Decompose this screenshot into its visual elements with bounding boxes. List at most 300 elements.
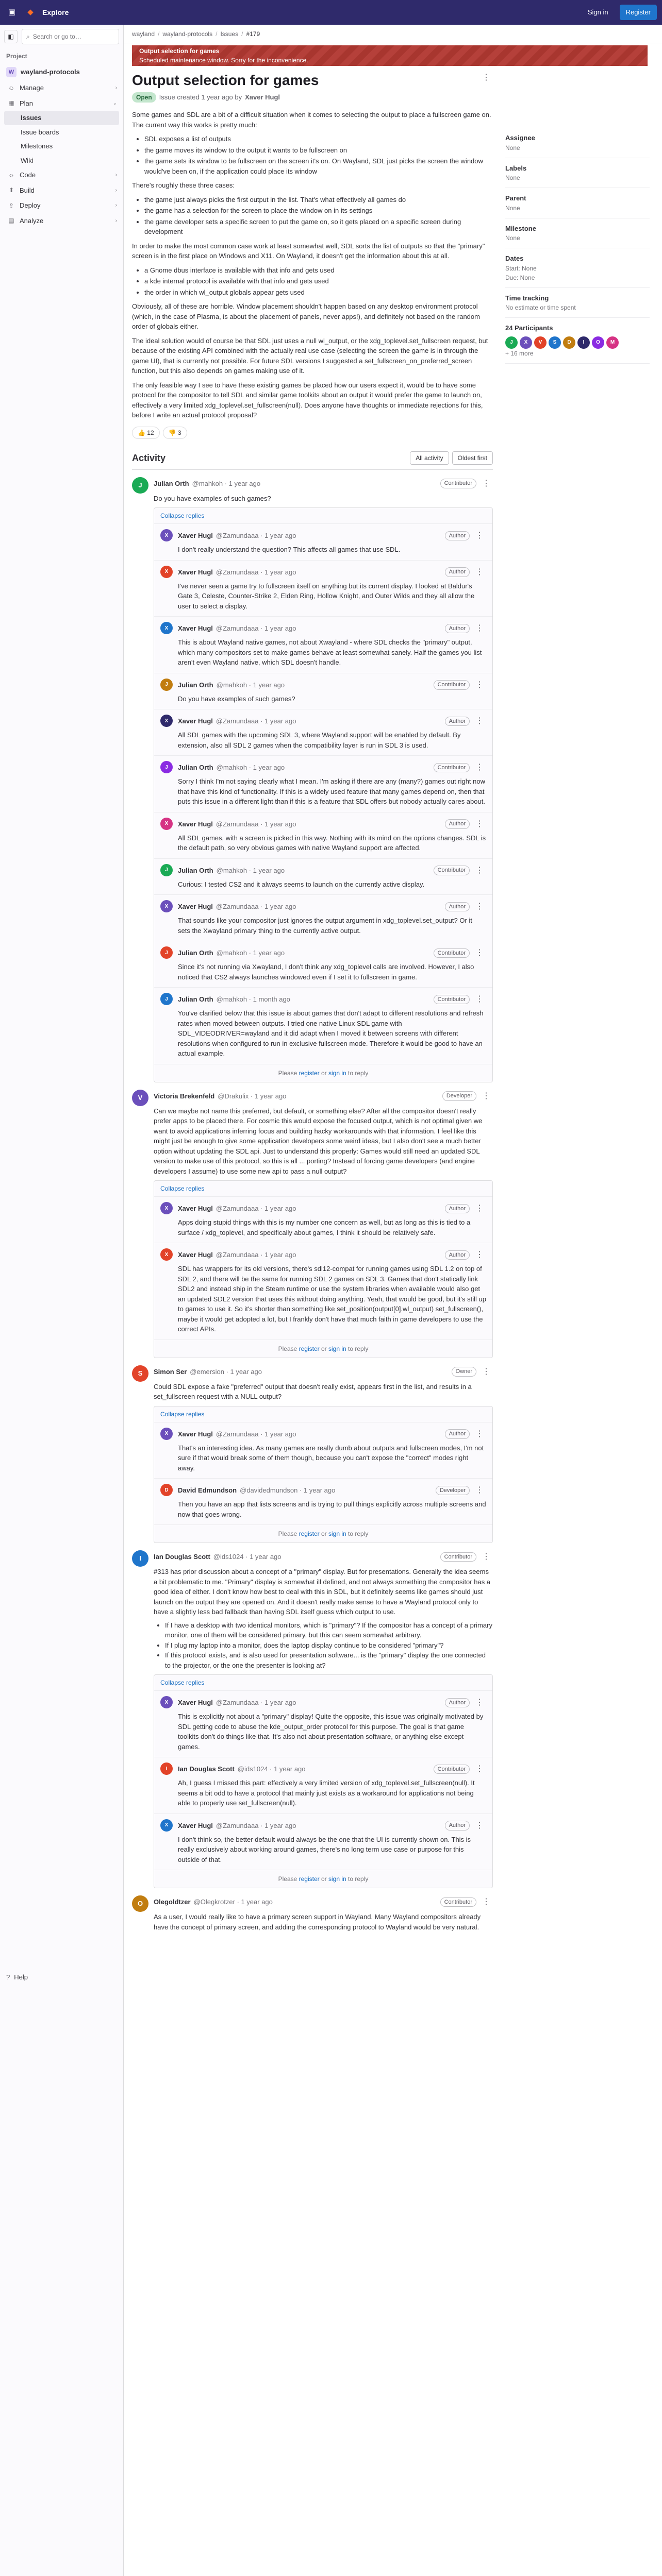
list-item: • If this protocol exists, and is also used for presentation software... is the "primary" display the one connected to the projector, or the one the presenter is looking at? (165, 1650, 493, 1670)
author-handle: @Zamundaaa · 1 year ago (216, 532, 296, 540)
chevron-right-icon: › (115, 217, 117, 224)
reply-note (154, 988, 492, 1064)
discussion-note (132, 1365, 493, 1544)
reply-text: Since it's not running via Xwayland, I don't think any xdg_toplevel calls are involved. However, I also noticed that CS2 always launches windowed even if I set it to fullscreen in game. (178, 963, 474, 981)
more-actions-icon[interactable]: ⋮ (475, 567, 484, 577)
avatar[interactable]: X (160, 1428, 173, 1440)
reply-thread (154, 1406, 493, 1544)
role-badge: Author (445, 567, 470, 577)
reply-note (154, 1814, 492, 1871)
author-name[interactable]: Xaver Hugl (178, 1251, 213, 1259)
due-date: Due: None (505, 274, 535, 281)
author-name[interactable]: Ian Douglas Scott (178, 1765, 235, 1773)
reply-body (178, 715, 486, 750)
author-name[interactable]: Ian Douglas Scott (154, 1553, 210, 1561)
note-body (154, 1090, 493, 1358)
reply-text: You've clarified below that this issue is about games that don't adapt to different resolutions and refresh rates when moved between outputs. I tried one native Linux SDL game with SDL_VIDEODRIVER=wayland and it did adapt when I moved it between screens with different resolutions when configured to run in exclusive fullscreen mode. Therefore it would be good to have an actual example. (178, 1009, 484, 1057)
reply-body (178, 566, 486, 612)
reply-or: or (321, 1345, 327, 1352)
role-badge: Contributor (434, 995, 470, 1005)
author-handle: @ids1024 · 1 year ago (237, 1765, 306, 1773)
reply-header (178, 715, 486, 728)
search-icon: ⌕ (26, 33, 30, 40)
reply-body (178, 1762, 486, 1808)
more-actions-icon[interactable]: ⋮ (475, 680, 484, 689)
note-text (154, 494, 493, 504)
project-avatar: W (6, 67, 16, 77)
collapse-replies-button[interactable]: Collapse replies (154, 1675, 492, 1691)
author-handle: @ids1024 · 1 year ago (213, 1553, 282, 1561)
avatar[interactable]: J (505, 336, 518, 349)
avatar[interactable]: X (160, 900, 173, 912)
more-actions-icon[interactable]: ⋮ (475, 995, 484, 1004)
breadcrumb-wayland[interactable]: wayland (132, 30, 155, 38)
project-link[interactable]: W wayland-protocols (0, 64, 123, 80)
role-badge: Author (445, 1204, 470, 1214)
status-badge: Open (132, 92, 156, 103)
more-actions-icon[interactable]: ⋮ (475, 624, 484, 633)
sidebar-item-deploy[interactable]: ⇪ Deploy › (0, 198, 123, 213)
more-actions-icon[interactable]: ⋮ (475, 717, 484, 725)
reply-suffix: to reply (348, 1530, 369, 1537)
more-actions-icon[interactable]: ⋮ (475, 1429, 484, 1438)
list-item: • a kde internal protocol is available with that info and gets used (144, 276, 493, 286)
more-actions-icon[interactable]: ⋮ (482, 73, 490, 82)
list-item: • a Gnome dbus interface is available with that info and gets used (144, 265, 493, 276)
register-link[interactable]: register (299, 1875, 320, 1883)
reply-note (154, 1243, 492, 1340)
issue-description: Some games and SDL are a bit of a difficult situation when it comes to selecting the output to place a fullscreen game on. The current way this works is pretty much: • SDL exposes a list of outputs • the game moves its window to the output it wants to be fullscreen on • the game sets its window to be fullscreen on the screen it's on. On Wayland, SDL just picks the screen the window would've been on, if the application could place its window There's roughly these three cases: • the game just always picks the first output in the list. That's what effectively all games do • the game has a selection for the screen to place the window on in its settings • the game developer sets a specific screen to put the game on, so it gets placed on a specific screen during development In order to make the most common case work at least somewhat well, SDL sorts the list of outputs so that the "primary" screen is in the first place on Windows and X11. On Wayland, it doesn't get the information about this at all. • a Gnome dbus interface is available with that info and gets used • a kde internal protocol is available with that info and gets used • the order in which wl_output globals appear gets used Obviously, all of these are horrible. Window placement shouldn't happen based on any desktop environment protocol (which, in the case of Plasma, is about the placement of panels, never apps!), and definitely not based on the random order of globals either. The ideal solution would of course be that SDL just uses a null wl_output, or the xdg_toplevel.set_fullscreen request, but because of the existing API combined with the actually real use case (selecting the screen the game is in through the game UI), that is currently not possible. For future SDL versions I suggested a set_fullscreen_on_preferred_screen function, but this also depends on games making use of it. The only feasible way I see to have these existing games be placed how our users expect it, would be to have some protocol for the compositor to tell SDL and similar game toolkits about an output it would prefer the game to launch on, effectively a very limited xdg_toplevel.set_fullscreen(null). Does anyone have thoughts or immediate rejections for this, before I write an actual protocol proposal? (132, 110, 493, 420)
author-name[interactable]: Julian Orth (154, 479, 189, 487)
collapse-replies-button[interactable]: Collapse replies (154, 1406, 492, 1422)
role-badge: Owner (452, 1367, 476, 1377)
author-name[interactable]: Olegoldtzer (154, 1898, 191, 1906)
reply-header (178, 993, 486, 1006)
role-badge: Contributor (434, 866, 470, 875)
more-actions-icon[interactable]: ⋮ (475, 948, 484, 957)
register-link[interactable]: register (299, 1345, 320, 1352)
reply-header (178, 1762, 486, 1776)
avatar[interactable]: D (160, 1484, 173, 1496)
sidebar-item-code[interactable]: ‹› Code › (0, 167, 123, 183)
more-actions-icon[interactable]: ⋮ (475, 1765, 484, 1773)
avatar[interactable]: M (606, 336, 619, 349)
avatar[interactable]: S (132, 1365, 148, 1382)
reply-body (178, 761, 486, 807)
avatar[interactable]: D (563, 336, 575, 349)
avatar[interactable]: X (160, 715, 173, 727)
avatar[interactable]: I (577, 336, 590, 349)
author-handle: @Zamundaaa · 1 year ago (216, 1699, 296, 1707)
reply-text: I don't think so, the better default would always be the one that the UI is currently shown on. This is really exclusively about working around games, there's no long term use case or purpose for this outside of that. (178, 1835, 471, 1863)
reply-body (178, 1202, 486, 1238)
reply-note (154, 1479, 492, 1525)
reply-text: Do you have examples of such games? (178, 694, 295, 703)
explore-link[interactable]: Explore (42, 8, 69, 16)
reply-text: I've never seen a game try to fullscreen itself on anything but its current display. I looked at Baldur's Gate 3, Celeste, Counter-Strike 2, Elden Ring, Hollow Knight, and Outer Wilds and they all allow the user to select a display. (178, 582, 475, 610)
more-actions-icon[interactable]: ⋮ (482, 1091, 490, 1100)
time-tracking-value: No estimate or time spent (505, 304, 576, 311)
author-name[interactable]: Julian Orth (178, 995, 213, 1004)
reply-body (178, 529, 486, 555)
role-badge: Contributor (434, 680, 470, 690)
author-name[interactable]: Xaver Hugl (178, 568, 213, 576)
author-name[interactable]: Xaver Hugl (178, 1205, 213, 1213)
reply-prefix: Please (278, 1530, 297, 1537)
sign-in-link[interactable]: sign in (328, 1345, 346, 1352)
reply-header (178, 1428, 486, 1441)
register-link[interactable]: register (299, 1530, 320, 1537)
reply-header (178, 679, 486, 692)
avatar[interactable]: O (132, 1895, 148, 1912)
author-name[interactable]: Xaver Hugl (178, 903, 213, 911)
author-handle: @Zamundaaa · 1 year ago (216, 1821, 296, 1829)
reply-suffix: to reply (348, 1875, 369, 1883)
author-handle: @Zamundaaa · 1 year ago (216, 820, 296, 828)
more-actions-icon[interactable]: ⋮ (475, 1698, 484, 1707)
reply-prefix: Please (278, 1875, 297, 1883)
reply-note (154, 673, 492, 710)
note-header (154, 1365, 493, 1379)
role-badge: Contributor (434, 763, 470, 773)
author-name[interactable]: Simon Ser (154, 1367, 187, 1376)
reply-prompt (154, 1340, 492, 1358)
reply-text: This is about Wayland native games, not about Xwayland - where SDL checks the "primary" output, which many compositors set to make games behave at least somewhat sanely. Half the games you list aren't even Wayland native, which SDL doesn't handle. (178, 638, 482, 666)
note-text (154, 1567, 493, 1670)
bullet-list (144, 265, 493, 298)
author-name[interactable]: Julian Orth (178, 764, 213, 772)
reply-prompt (154, 1525, 492, 1543)
reply-text: Curious: I tested CS2 and it always seems to launch on the currently active display. (178, 880, 425, 888)
reply-body (178, 679, 486, 704)
reply-body (178, 818, 486, 853)
reply-body (178, 946, 486, 982)
avatar[interactable]: X (160, 818, 173, 830)
start-date: Start: None (505, 264, 537, 272)
role-badge: Contributor (434, 1765, 470, 1774)
reply-header (178, 946, 486, 960)
reply-text: This is explicitly not about a "primary" display! Quite the opposite, this issue was originally motivated by SDL getting code to abuse the kde_output_order protocol for this purpose. The goal is that game toolkits don't do things like that. It's also not about presentation software, or anything else except games. (178, 1713, 484, 1751)
more-actions-icon[interactable]: ⋮ (475, 763, 484, 772)
register-link[interactable]: register (299, 1069, 320, 1077)
sign-in-link[interactable]: sign in (328, 1875, 346, 1883)
avatar[interactable]: I (132, 1550, 148, 1567)
reply-note (154, 859, 492, 895)
reply-body (178, 1819, 486, 1865)
author-name[interactable]: Xaver Hugl (178, 1821, 213, 1829)
avatar[interactable]: J (160, 761, 173, 773)
reply-suffix: to reply (348, 1069, 369, 1077)
author-name[interactable]: Xaver Hugl (178, 532, 213, 540)
bullet-list (144, 195, 493, 237)
author-link[interactable]: Xaver Hugl (245, 93, 280, 101)
search-input[interactable]: ⌕ Search or go to… (22, 29, 119, 44)
avatar[interactable]: I (160, 1762, 173, 1775)
author-handle: @Olegkrotzer · 1 year ago (193, 1898, 273, 1906)
help-button[interactable]: ? Help (6, 1972, 28, 1982)
list-item: • the game moves its window to the output it wants to be fullscreen on (144, 145, 493, 156)
help-icon: ? (6, 1973, 10, 1981)
reply-body (178, 900, 486, 936)
author-name[interactable]: Xaver Hugl (178, 624, 213, 633)
author-handle: @davidedmundson · 1 year ago (240, 1486, 336, 1495)
sidebar-item-plan[interactable]: ▦ Plan ⌄ (0, 96, 123, 111)
list-item: • If I have a desktop with two identical monitors, which is "primary"? If the compositor has a concept of a primary monitor, one of them will be considered primary, but this can seem somewhat arbitrary. (165, 1620, 493, 1640)
role-badge: Developer (442, 1091, 476, 1101)
project-section-label: Project (6, 53, 27, 60)
author-handle: @mahkoh · 1 year ago (192, 479, 261, 487)
issue-content (132, 45, 493, 1935)
reply-text: Ah, I guess I missed this part: effectively a very limited version of xdg_toplevel.set_fullscreen(null). It seems a bit odd to have a protocol that mainly just exists as a workaround for applications not being able to properly use set_fullscreen(null). (178, 1779, 475, 1807)
sidebar-item-milestones[interactable]: Milestones (21, 142, 53, 150)
gitlab-logo-icon[interactable]: ◆ (27, 7, 34, 16)
reply-header (178, 1819, 486, 1833)
note-paragraph: Can we maybe not name this preferred, but default, or something else? After all the compositor doesn't really prefer apps to be placed there. For cosmic this would expose the focused output, which is not optimal given we want to avoid applications inferring focus and building hacky workarounds with that information. I feel like this might just be enough to give some application developers some weird ideas, but I also don't see a much better option without updating the SDL api. Just to understand this properly: Games would still need an updated SDL version to make use of this protocol, so this is all ... porting? Instead of forcing game developers (and engine developers I assume) to use some new api to pass a null output? (154, 1107, 483, 1175)
author-handle: @emersion · 1 year ago (190, 1367, 262, 1376)
breadcrumb-issues[interactable]: Issues (220, 30, 239, 38)
reply-header (178, 761, 486, 774)
reply-text: All SDL games with the upcoming SDL 3, where Wayland support will be enabled by default. By extension, also all SDL 2 games when the compatibility layer is run in SDL 3 is used. (178, 731, 461, 749)
avatar[interactable]: X (160, 1819, 173, 1832)
list-item: • the game has a selection for the screen to place the window on in its settings (144, 206, 493, 216)
reply-text: All SDL games, with a screen is picked in this way. Nothing with its mind on the options changes. SDL is the default path, so very obvious games with native Wayland support are affected. (178, 834, 486, 852)
reply-header (178, 1248, 486, 1262)
avatar[interactable]: V (132, 1090, 148, 1106)
reply-text: Sorry I think I'm not saying clearly what I mean. I'm asking if there are any (many?) games out right now that have this kind of functionality. If this is a widely used feature that many games depend on, then that puts this issue in a different light than if this is a feature that SDL offers but nobody actually cares about. (178, 777, 485, 805)
author-name[interactable]: Julian Orth (178, 949, 213, 957)
author-name[interactable]: Julian Orth (178, 866, 213, 874)
reply-body (178, 622, 486, 668)
reply-header (178, 1484, 486, 1497)
sidebar (0, 25, 124, 2576)
reply-thread (154, 1674, 493, 1888)
role-badge: Contributor (440, 1552, 476, 1562)
reply-header (178, 1696, 486, 1709)
reply-body (178, 1248, 486, 1334)
reply-body (178, 1696, 486, 1752)
more-actions-icon[interactable]: ⋮ (475, 531, 484, 540)
author-name[interactable]: Victoria Brekenfeld (154, 1092, 215, 1100)
sign-in-link[interactable]: sign in (328, 1530, 346, 1537)
discussion-note (132, 477, 493, 1082)
reply-text: I don't really understand the question? This affects all games that use SDL. (178, 546, 401, 553)
chevron-right-icon: › (115, 85, 117, 91)
rocket-icon: ⬆ (8, 187, 14, 194)
reply-text: Apps doing stupid things with this is my number one concern as well, but as long as this is tied to a surface / xdg_toplevel, and specifically about games, I think it should be relatively safe. (178, 1218, 471, 1236)
sign-in-button[interactable]: Sign in (587, 8, 608, 16)
reply-note (154, 1691, 492, 1757)
author-name[interactable]: Xaver Hugl (178, 717, 213, 725)
reply-note (154, 1422, 492, 1479)
right-sidebar: Assignee None Labels None Parent None Milestone None Dates Start: None Due: None Time tracking No estimate or time spent 24 Participants J X V S D I O M + 16 more (505, 128, 650, 364)
role-badge: Developer (436, 1486, 470, 1496)
deploy-icon: ⇪ (8, 201, 14, 209)
sidebar-toggle-icon[interactable]: ▣ (8, 7, 16, 16)
note-paragraph: #313 has prior discussion about a concept of a "primary" display. But for presentations. Generally the idea seems a bit problematic to me. "Primary" display is somewhat ill defined, and not always something the compositor has a good idea of either. I don't know how best to deal with this in SDL, but it definitely seems like games should just launch on the output they are opened on. And it doesn't really make sense to have a Wayland protocol only to have a slightly less bad fallback than having SDL itself guess which output to use. (154, 1568, 491, 1616)
bullet-list (144, 134, 493, 176)
avatar[interactable]: J (160, 864, 173, 876)
collapse-replies-button[interactable]: Collapse replies (154, 508, 492, 524)
discussion-note (132, 1550, 493, 1888)
discussion-note (132, 1090, 493, 1358)
page-title: Output selection for games (132, 72, 319, 88)
author-name[interactable]: Xaver Hugl (178, 1699, 213, 1707)
avatar[interactable]: X (160, 529, 173, 541)
avatar[interactable]: X (160, 1202, 173, 1214)
note-paragraph: Could SDL expose a fake "preferred" output that doesn't really exist, appears first in the list, and results in a set_fullscreen request with a NULL output? (154, 1382, 472, 1400)
sort-order-dropdown[interactable]: Oldest first (452, 451, 493, 465)
author-handle: @mahkoh · 1 year ago (216, 764, 285, 772)
participants-list (505, 336, 650, 349)
reply-note (154, 561, 492, 617)
collapse-replies-button[interactable]: Collapse replies (154, 1181, 492, 1197)
role-badge: Author (445, 1698, 470, 1708)
note-header (154, 1895, 493, 1909)
chevron-right-icon: › (115, 202, 117, 209)
reply-note (154, 1197, 492, 1243)
role-badge: Contributor (440, 1897, 476, 1907)
more-actions-icon[interactable]: ⋮ (482, 1552, 490, 1561)
more-actions-icon[interactable]: ⋮ (475, 1250, 484, 1259)
note-header (154, 1090, 493, 1103)
thumbs-down-reaction[interactable]: 👎 3 (163, 427, 187, 439)
avatar[interactable]: J (132, 477, 148, 494)
avatar[interactable]: O (592, 336, 604, 349)
assignee-value: None (505, 144, 520, 151)
note-header (154, 1550, 493, 1564)
discussion-note (132, 1895, 493, 1935)
activity-filter-dropdown[interactable]: All activity (410, 451, 449, 465)
avatar[interactable]: X (160, 1248, 173, 1261)
breadcrumb: wayland / wayland-protocols / Issues / #179 (124, 25, 662, 43)
reply-note (154, 941, 492, 988)
reply-header (178, 622, 486, 635)
more-actions-icon[interactable]: ⋮ (475, 1486, 484, 1495)
reply-text: Then you have an app that lists screens and is trying to pull things explicitly across multiple screens and now that goes wrong. (178, 1500, 486, 1518)
register-button[interactable]: Register (620, 5, 657, 20)
reply-header (178, 864, 486, 877)
avatar[interactable]: J (160, 679, 173, 691)
reply-body (178, 864, 486, 890)
author-handle: @mahkoh · 1 year ago (216, 949, 285, 957)
bullet-list (165, 1620, 493, 1671)
reply-or: or (321, 1069, 327, 1077)
role-badge: Author (445, 531, 470, 541)
reply-body (178, 993, 486, 1059)
note-header (154, 477, 493, 490)
sidebar-item-manage[interactable]: ☺ Manage › (8, 84, 117, 92)
code-icon: ‹› (9, 171, 13, 179)
breadcrumb-issue-id[interactable]: #179 (246, 30, 260, 38)
sidebar-item-wiki[interactable]: Wiki (21, 156, 34, 164)
note-body (154, 477, 493, 1082)
more-actions-icon[interactable]: ⋮ (475, 819, 484, 828)
author-name[interactable]: Julian Orth (178, 681, 213, 689)
sidebar-item-build[interactable]: ⬆ Build › (0, 183, 123, 198)
reply-note (154, 895, 492, 941)
author-handle: @mahkoh · 1 year ago (216, 866, 285, 874)
reply-body (178, 1484, 486, 1519)
reply-prompt (154, 1064, 492, 1082)
list-item: • the game sets its window to be fullscreen on the screen it's on. On Wayland, SDL just picks the screen the window would've been on, if the application could place its window (144, 156, 493, 176)
role-badge: Author (445, 1821, 470, 1831)
author-handle: @Zamundaaa · 1 year ago (216, 717, 296, 725)
author-handle: @Zamundaaa · 1 year ago (216, 1205, 296, 1213)
more-actions-icon[interactable]: ⋮ (482, 1367, 490, 1376)
reply-note (154, 756, 492, 812)
author-name[interactable]: Xaver Hugl (178, 1430, 213, 1438)
labels-value: None (505, 174, 520, 181)
sidebar-item-issue-boards[interactable]: Issue boards (21, 128, 59, 136)
more-actions-icon[interactable]: ⋮ (475, 902, 484, 911)
thumbs-up-reaction[interactable]: 👍 12 (132, 427, 160, 439)
list-item: • the game developer sets a specific screen to put the game on, so it gets placed on a specific screen during development (144, 217, 493, 237)
role-badge: Author (445, 902, 470, 912)
role-badge: Author (445, 1250, 470, 1260)
avatar[interactable]: S (549, 336, 561, 349)
issue-meta: Open Issue created 1 year ago by Xaver Hugl (132, 92, 493, 103)
more-actions-icon[interactable]: ⋮ (482, 479, 490, 488)
author-handle: @Zamundaaa · 1 year ago (216, 568, 296, 576)
role-badge: Author (445, 624, 470, 634)
role-badge: Contributor (434, 948, 470, 958)
reply-or: or (321, 1530, 327, 1537)
reply-text: SDL has wrappers for its old versions, there's sdl12-compat for running games using SDL 1.2 on top of SDL 2, and there will be the same for running SDL 2 games on SDL 3. Games that don't statically link SDL2 and instead ship in the Steam runtime or use the system libraries when available would also get an updated SDL2 version that uses this without doing anything. Yeah, that would be good, but it's still up to games to use it. So it's shorter than something like set_position(output[0].wl_output) set_fullscreen(), maybe it would get adopted a lot, but I frankly don't have that much faith in game developers to use the correct APIs. (178, 1265, 486, 1333)
avatar[interactable]: V (534, 336, 547, 349)
list-item: • SDL exposes a list of outputs (144, 134, 493, 144)
sign-in-link[interactable]: sign in (328, 1069, 346, 1077)
reply-header (178, 818, 486, 831)
more-actions-icon[interactable]: ⋮ (475, 1204, 484, 1213)
avatar[interactable]: X (520, 336, 532, 349)
avatar[interactable]: X (160, 622, 173, 634)
reply-note (154, 1757, 492, 1814)
more-actions-icon[interactable]: ⋮ (482, 1897, 490, 1906)
reply-or: or (321, 1875, 327, 1883)
reply-text: That's an interesting idea. As many games are really dumb about outputs and fullscreen modes, I'm not sure if that would break some of them though, because you can't expose the "correct" modes right away. (178, 1444, 484, 1472)
author-handle: @Zamundaaa · 1 year ago (216, 1251, 296, 1259)
more-actions-icon[interactable]: ⋮ (475, 866, 484, 875)
sidebar-item-analyze[interactable]: ▤ Analyze › (0, 213, 123, 229)
users-icon: ☺ (8, 84, 15, 92)
collapse-sidebar-icon[interactable]: ◧ (4, 30, 18, 43)
role-badge: Author (445, 1429, 470, 1439)
chart-icon: ▤ (8, 217, 14, 225)
reply-suffix: to reply (348, 1345, 369, 1352)
top-bar (0, 0, 662, 25)
avatar[interactable]: J (160, 993, 173, 1005)
author-handle: @mahkoh · 1 year ago (216, 681, 285, 689)
list-item: • the game just always picks the first output in the list. That's what effectively all games do (144, 195, 493, 205)
note-body (154, 1895, 493, 1935)
breadcrumb-project[interactable]: wayland-protocols (162, 30, 213, 38)
author-handle: @Drakulix · 1 year ago (218, 1092, 287, 1100)
avatar[interactable]: X (160, 566, 173, 578)
reply-thread (154, 507, 493, 1082)
chevron-right-icon: › (115, 172, 117, 178)
reply-header (178, 1202, 486, 1215)
author-name[interactable]: Xaver Hugl (178, 820, 213, 828)
more-participants-link[interactable]: + 16 more (505, 349, 534, 357)
milestone-value: None (505, 234, 520, 242)
author-name[interactable]: David Edmundson (178, 1486, 237, 1495)
more-actions-icon[interactable]: ⋮ (475, 1821, 484, 1830)
avatar[interactable]: X (160, 1696, 173, 1708)
reply-header (178, 900, 486, 913)
avatar[interactable]: J (160, 946, 173, 959)
sidebar-item-issues[interactable]: Issues (4, 111, 119, 125)
note-body (154, 1550, 493, 1888)
